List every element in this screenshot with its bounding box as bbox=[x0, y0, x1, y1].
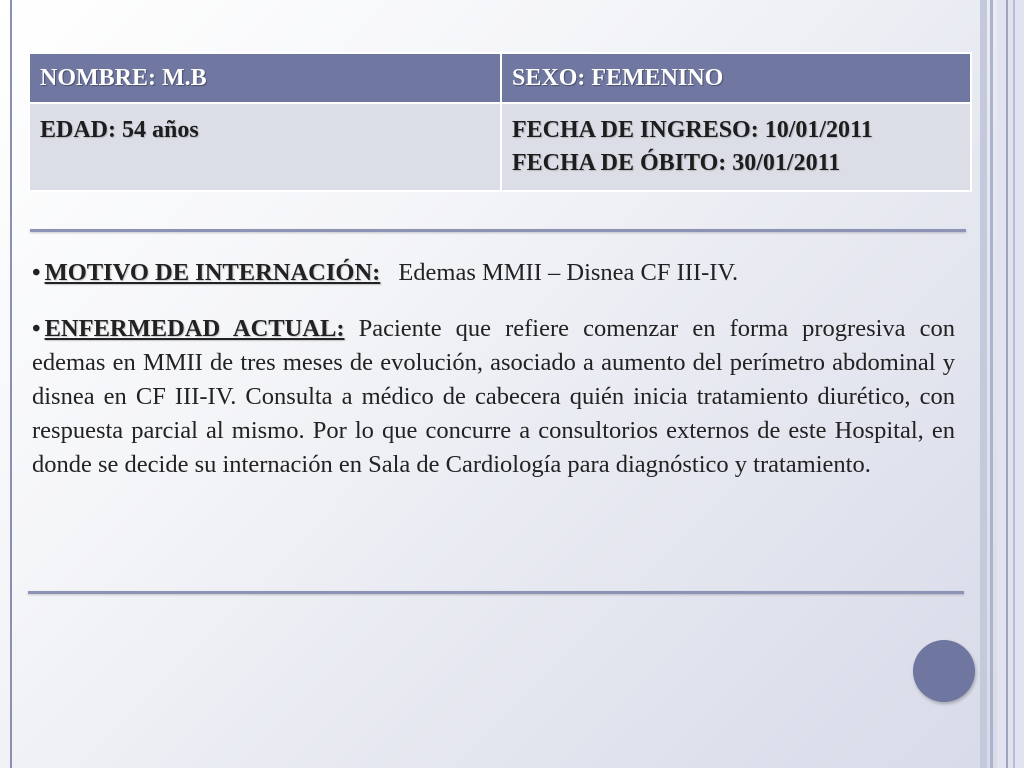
bullet-icon: • bbox=[32, 259, 41, 286]
right-decorative-band bbox=[1006, 0, 1008, 768]
motivo-text: Edemas MMII – Disnea CF III-IV. bbox=[398, 259, 739, 286]
right-decorative-band bbox=[1013, 0, 1015, 768]
patient-table-header-row bbox=[29, 53, 971, 103]
right-decorative-band bbox=[980, 0, 987, 768]
enfermedad-text: Paciente que refiere comenzar en forma progresiva con edemas en MMII de tres meses de evolución, asociado a aumento del perímetro abdominal y disnea en CF III-IV. Consulta a médico de cabecera quién inicia tratamiento diurético, con respuesta parcial al mismo. Por lo que concurre a consultorios externos de este Hospital, en donde se decide su internación en Sala de Cardiología para diagnóstico y tratamiento. bbox=[32, 315, 955, 478]
bottom-divider bbox=[28, 591, 964, 594]
right-decorative-band bbox=[997, 0, 1024, 768]
nombre-cell: NOMBRE: M.B bbox=[29, 53, 501, 103]
enfermedad-label: ENFERMEDAD ACTUAL: bbox=[44, 315, 345, 342]
patient-info-table bbox=[28, 52, 972, 192]
motivo-paragraph bbox=[32, 256, 955, 290]
edad-cell: EDAD: 54 años bbox=[29, 103, 501, 191]
fecha-ingreso: FECHA DE INGRESO: 10/01/2011 bbox=[512, 117, 873, 143]
top-divider bbox=[30, 229, 966, 232]
sexo-cell: SEXO: FEMENINO bbox=[501, 53, 971, 103]
motivo-label: MOTIVO DE INTERNACIÓN: bbox=[44, 259, 381, 286]
fechas-cell bbox=[501, 103, 971, 191]
clinical-content bbox=[32, 256, 955, 482]
decorative-circle bbox=[913, 640, 975, 702]
right-decorative-band bbox=[990, 0, 993, 768]
patient-table-data-row bbox=[29, 103, 971, 191]
fecha-obito: FECHA DE ÓBITO: 30/01/2011 bbox=[512, 150, 841, 176]
enfermedad-paragraph bbox=[32, 312, 955, 482]
left-decorative-rule bbox=[10, 0, 12, 768]
bullet-icon: • bbox=[32, 315, 41, 342]
